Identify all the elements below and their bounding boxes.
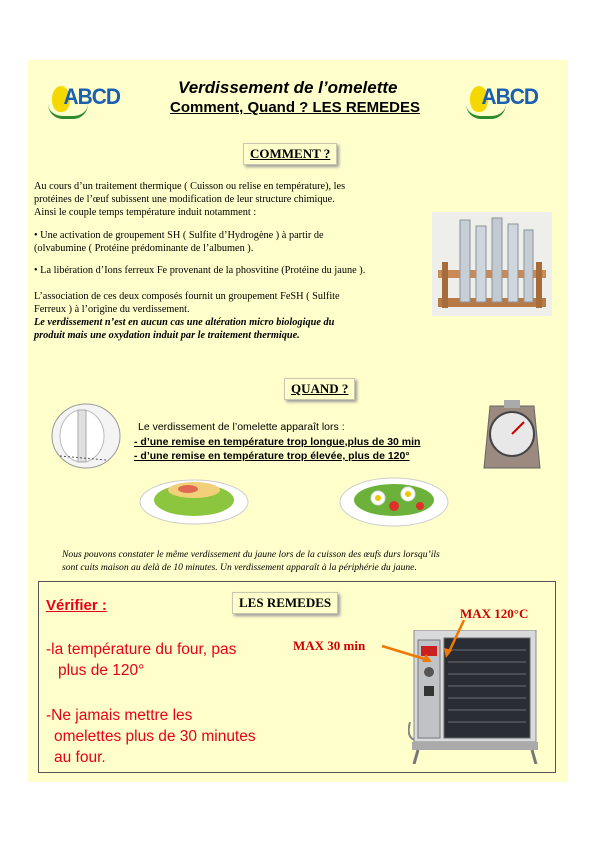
- comment-bullet2: • La libération d’Ions ferreux Fe provenant de la phosvitine (Protéine du jaune ).: [34, 265, 366, 276]
- arrows-overlay: [380, 618, 476, 668]
- comment-para1-line1: Au cours d’un traitement thermique ( Cuisson ou relise en température), les: [34, 181, 346, 192]
- quand-cause-1: - d’une remise en température trop longue,plus de 30 min: [134, 436, 421, 448]
- kitchen-timer-image: [46, 394, 126, 470]
- quand-intro: Le verdissement de l’omelette apparaît lors :: [138, 421, 345, 433]
- quand-note-line1: Nous pouvons constater le même verdissement du jaune lors de la cuisson des œufs durs lorsqu’ils: [62, 549, 440, 560]
- comment-heading: COMMENT ?: [243, 143, 337, 165]
- max-time-label: MAX 30 min: [293, 638, 366, 653]
- comment-emph-line2: produit mais une oxydation induit par le traitement thermique.: [34, 330, 300, 341]
- remedes-item2-line2: omelettes plus de 30 minutes: [54, 728, 256, 745]
- comment-para2-line2: Ferreux ) à l’origine du verdissement.: [34, 304, 190, 315]
- egg-salad-plate-image: [338, 470, 450, 530]
- remedes-heading: LES REMEDES: [232, 592, 338, 614]
- comment-para2-line1: L’association de ces deux composés fournit un groupement FeSH ( Sulfite: [34, 291, 340, 302]
- remedes-item2-line1: -Ne jamais mettre les: [46, 707, 193, 724]
- quand-note-line2: sont cuits maison au delà de 10 minutes. Un verdissement apparaît à la périphérie du jaune.: [62, 562, 417, 573]
- test-tubes-image: [432, 212, 552, 316]
- comment-para1-line3: Ainsi le couple temps température induit notamment :: [34, 207, 257, 218]
- quand-note: [62, 548, 440, 574]
- verifier-label: Vérifier :: [46, 597, 107, 614]
- remedes-item-2: [46, 705, 256, 768]
- remedes-item2-line3: au four.: [54, 749, 106, 766]
- comment-bullet1-line1: • Une activation de groupement SH ( Sulfite d’Hydrogène ) à partir de: [34, 230, 324, 241]
- remedes-item-1: [46, 639, 236, 681]
- max-temp-label: MAX 120°C: [460, 606, 529, 621]
- comment-text: [34, 180, 434, 342]
- quand-heading: QUAND ?: [284, 378, 355, 400]
- oven-thermometer-image: [474, 398, 550, 478]
- comment-emph-line1: Le verdissement n’est en aucun cas une altération micro biologique du: [34, 317, 335, 328]
- remedes-item1-line1: -la température du four, pas: [46, 641, 237, 658]
- page-title: Verdissement de l’omelette: [178, 78, 398, 97]
- remedes-item1-line2: plus de 120°: [58, 662, 145, 679]
- abcd-logo-right: [466, 80, 544, 124]
- quand-cause-2: - d’une remise en température trop élevée, plus de 120°: [134, 450, 410, 462]
- comment-para1-line2: protéines de l’œuf subissent une modification de leur structure chimique.: [34, 194, 335, 205]
- comment-bullet1-line2: (olvabumine ( Protéine prédominante de l’albumen ).: [34, 243, 254, 254]
- page-subtitle: Comment, Quand ? LES REMEDES: [170, 99, 421, 116]
- arrow-time: [382, 646, 428, 660]
- abcd-logo-left: [48, 80, 126, 124]
- arrow-temp: [448, 620, 464, 654]
- logo-text: ABCD: [481, 84, 539, 109]
- omelette-plate-image: [138, 470, 250, 528]
- logo-text: ABCD: [63, 84, 121, 109]
